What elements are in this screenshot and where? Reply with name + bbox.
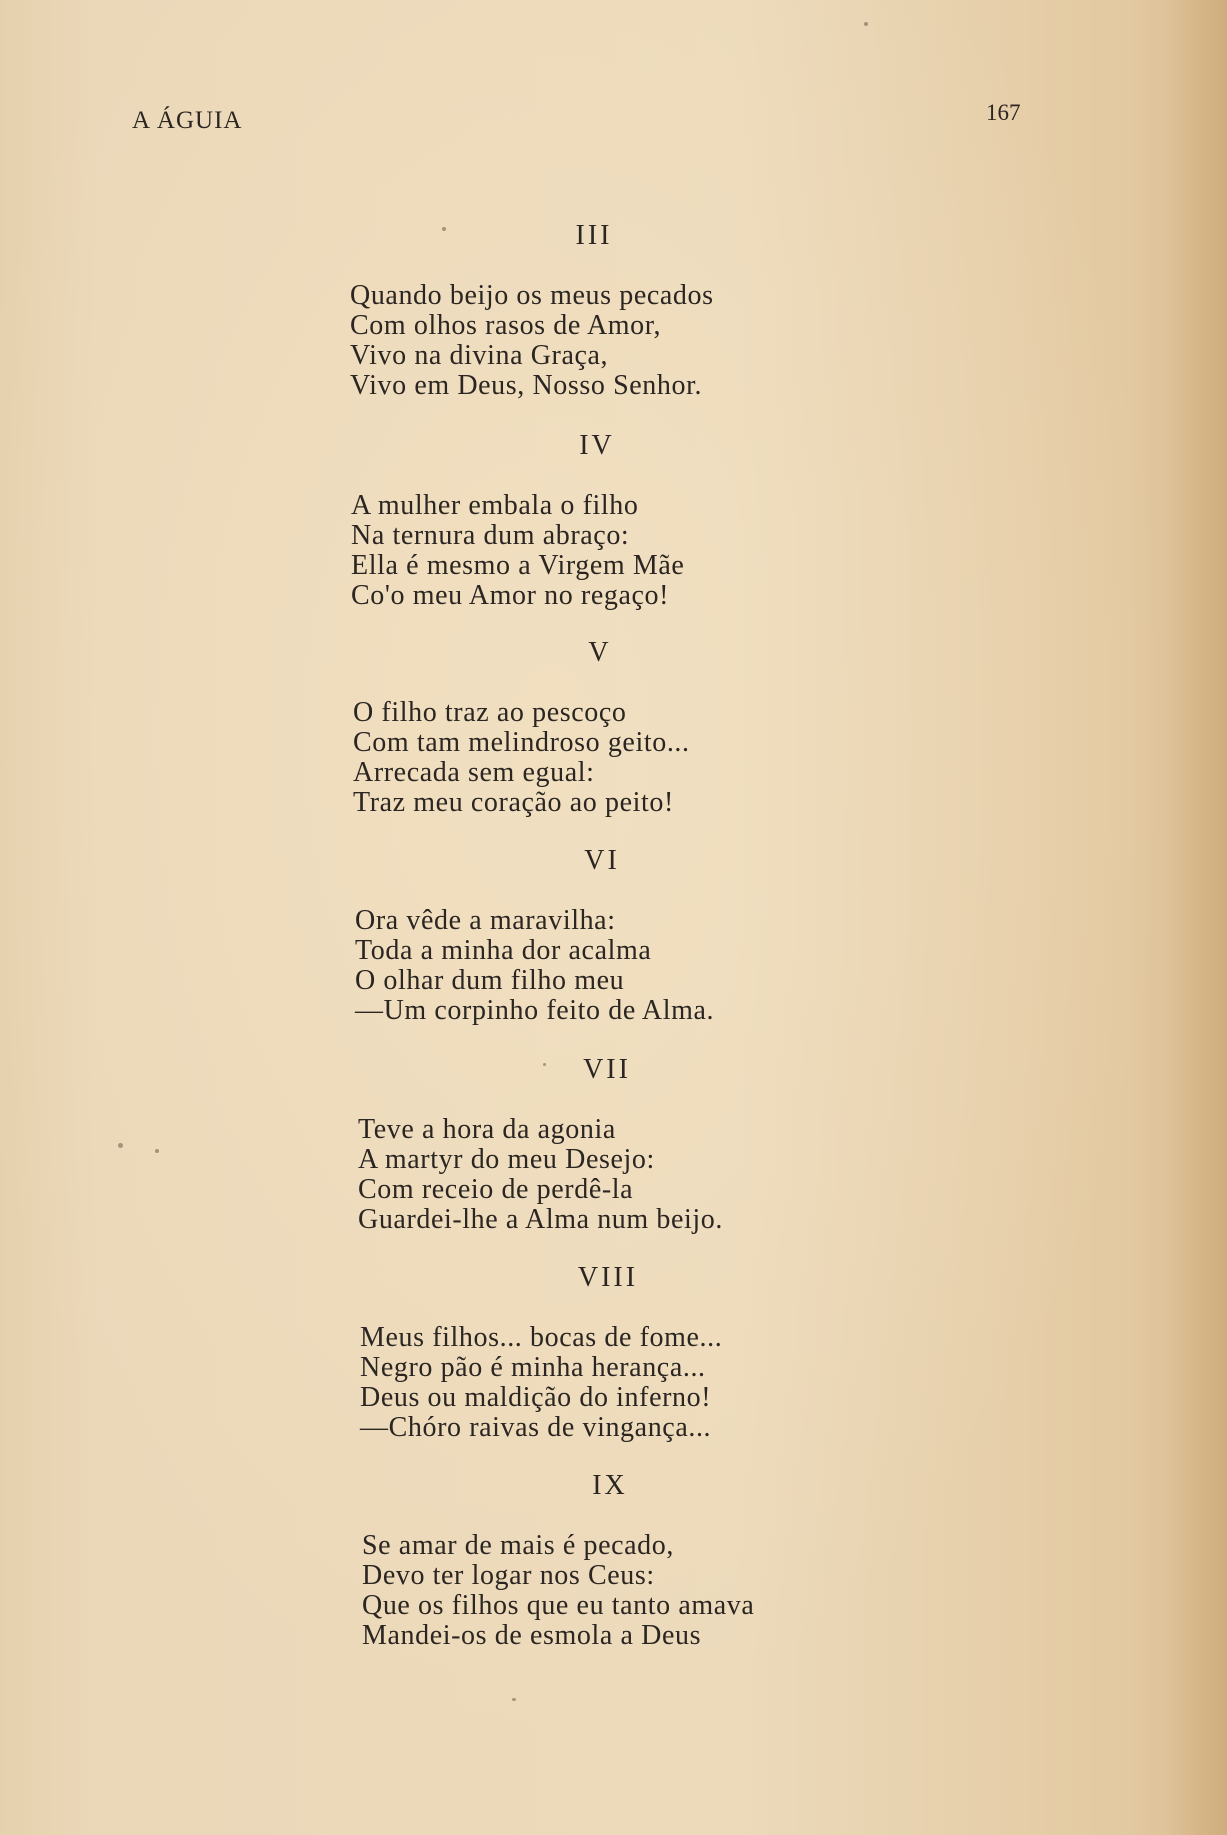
page-number: 167 [986, 100, 1021, 125]
verse-line: Guardei-lhe a Alma num beijo. [358, 1204, 723, 1235]
verse-line: Ora vêde a maravilha: [355, 905, 616, 936]
verse-line: Negro pão é minha herança... [360, 1352, 706, 1383]
verse-line: A martyr do meu Desejo: [358, 1144, 655, 1175]
paper-speck [118, 1143, 123, 1148]
verse-line: —Chóro raivas de vingança... [360, 1412, 712, 1443]
verse-line: Se amar de mais é pecado, [362, 1530, 674, 1561]
stanza-numeral: VII [583, 1054, 631, 1085]
paper-speck [442, 227, 446, 231]
verse-line: Meus filhos... bocas de fome... [360, 1322, 723, 1353]
running-head: A ÁGUIA [132, 107, 243, 134]
verse-line: O filho traz ao pescoço [353, 697, 627, 728]
verse-line: A mulher embala o filho [351, 490, 639, 521]
verse-line: Toda a minha dor acalma [355, 935, 652, 966]
stanza-numeral: VIII [577, 1262, 639, 1293]
paper-speck [864, 22, 868, 26]
verse-line: Com olhos rasos de Amor, [350, 310, 662, 341]
verse-line: Arrecada sem egual: [353, 757, 595, 788]
verse-line: Com tam melindroso geito... [353, 727, 690, 758]
verse-line: Com receio de perdê-la [358, 1174, 634, 1205]
verse-line: Ella é mesmo a Virgem Mãe [351, 550, 685, 581]
paper-speck [512, 1698, 516, 1701]
stanza-numeral: V [588, 637, 612, 668]
verse-line: Vivo em Deus, Nosso Senhor. [350, 370, 703, 401]
verse-line: Traz meu coração ao peito! [353, 787, 674, 818]
verse-line: Devo ter logar nos Ceus: [362, 1560, 655, 1591]
stanza-numeral: VI [584, 845, 620, 876]
verse-line: Deus ou maldição do inferno! [360, 1382, 712, 1413]
verse-line: Quando beijo os meus pecados [350, 280, 714, 311]
verse-line: Vivo na divina Graça, [350, 340, 609, 371]
verse-line: Mandei-os de esmola a Deus [362, 1620, 702, 1651]
verse-line: Teve a hora da agonia [358, 1114, 616, 1145]
verse-line: Na ternura dum abraço: [351, 520, 630, 551]
stanza-numeral: IX [592, 1470, 628, 1501]
verse-line: Que os filhos que eu tanto amava [362, 1590, 755, 1621]
verse-line: Co'o meu Amor no regaço! [351, 580, 670, 611]
verse-line: O olhar dum filho meu [355, 965, 625, 996]
paper-speck [543, 1063, 546, 1066]
stanza-numeral: III [575, 220, 613, 251]
verse-line: —Um corpinho feito de Alma. [355, 995, 715, 1026]
paper-speck [155, 1149, 159, 1153]
stanza-numeral: IV [579, 430, 615, 461]
